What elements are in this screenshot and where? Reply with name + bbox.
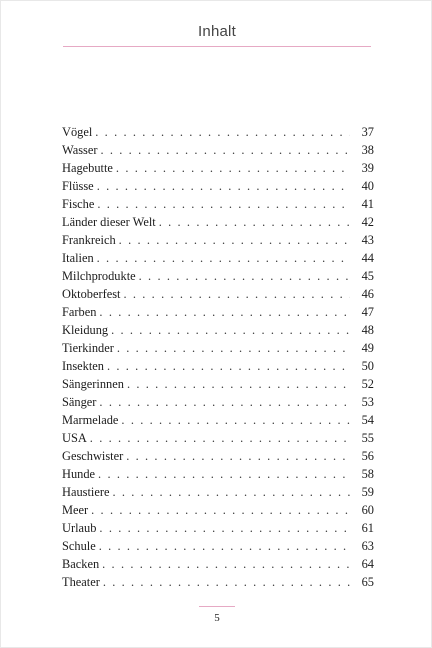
toc-entry-label: Hunde [62,467,96,481]
dot-leader [91,501,350,519]
toc-entry [62,519,374,537]
toc-entry [62,375,374,393]
dot-leader [98,465,350,483]
footer-divider [199,606,235,607]
table-of-contents [62,123,374,591]
toc-entry [62,177,374,195]
toc-entry [62,213,374,231]
toc-entry-page: 64 [361,557,374,571]
toc-entry-label: Hagebutte [62,161,113,175]
toc-entry-label: Vögel [62,125,93,139]
toc-entry-page: 53 [361,395,374,409]
toc-entry [62,195,374,213]
toc-entry-page: 54 [361,413,374,427]
toc-entry-label: Länder dieser Welt [62,215,156,229]
toc-entry [62,555,374,573]
toc-entry-label: Flüsse [62,179,94,193]
dot-leader [99,303,350,321]
toc-entry [62,285,374,303]
dot-leader [127,375,350,393]
dot-leader [102,555,350,573]
toc-entry-label: Haustiere [62,485,110,499]
toc-entry-page: 47 [361,305,374,319]
dot-leader [97,249,350,267]
title-divider [63,46,371,47]
toc-entry [62,573,374,591]
toc-entry [62,537,374,555]
toc-entry [62,159,374,177]
dot-leader [126,447,350,465]
toc-entry-page: 42 [361,215,374,229]
dot-leader [99,519,350,537]
toc-entry-page: 52 [361,377,374,391]
toc-entry [62,267,374,285]
dot-leader [112,483,350,501]
toc-entry [62,123,374,141]
toc-entry-page: 43 [361,233,374,247]
toc-entry [62,141,374,159]
toc-entry-page: 39 [361,161,374,175]
dot-leader [99,537,350,555]
toc-entry [62,321,374,339]
dot-leader [95,123,350,141]
toc-entry-label: Italien [62,251,94,265]
dot-leader [90,429,350,447]
toc-entry-label: Marmelade [62,413,119,427]
toc-entry-page: 59 [361,485,374,499]
dot-leader [159,213,350,231]
toc-entry-page: 41 [361,197,374,211]
toc-entry-label: Sänger [62,395,97,409]
toc-entry [62,465,374,483]
page-title: Inhalt [198,23,236,40]
toc-entry-page: 58 [361,467,374,481]
toc-entry [62,483,374,501]
dot-leader [119,231,350,249]
toc-entry-label: Kleidung [62,323,109,337]
toc-entry [62,249,374,267]
toc-entry-page: 65 [361,575,374,589]
dot-leader [103,573,350,591]
dot-leader [100,141,350,159]
toc-entry-page: 46 [361,287,374,301]
toc-entry-label: Farben [62,305,97,319]
toc-entry-page: 60 [361,503,374,517]
dot-leader [99,393,350,411]
toc-entry-label: USA [62,431,87,445]
toc-entry-label: Oktoberfest [62,287,121,301]
toc-entry [62,411,374,429]
toc-entry [62,303,374,321]
toc-entry-page: 48 [361,323,374,337]
toc-entry-label: Backen [62,557,100,571]
dot-leader [139,267,350,285]
toc-entry-page: 63 [361,539,374,553]
toc-entry [62,231,374,249]
toc-entry-page: 56 [361,449,374,463]
toc-entry-label: Wasser [62,143,98,157]
toc-entry-page: 38 [361,143,374,157]
toc-entry-label: Urlaub [62,521,97,535]
toc-entry-label: Meer [62,503,89,517]
dot-leader [97,195,350,213]
toc-entry [62,447,374,465]
toc-entry-label: Frankreich [62,233,116,247]
toc-entry-label: Theater [62,575,100,589]
toc-entry-label: Sängerinnen [62,377,124,391]
dot-leader [97,177,350,195]
toc-entry [62,429,374,447]
toc-entry-page: 61 [361,521,374,535]
toc-entry-page: 49 [361,341,374,355]
page-number: 5 [214,612,220,624]
toc-entry-label: Milchprodukte [62,269,136,283]
toc-entry-page: 37 [361,125,374,139]
toc-entry-label: Schule [62,539,96,553]
dot-leader [107,357,350,375]
dot-leader [117,339,350,357]
dot-leader [121,411,350,429]
toc-entry [62,501,374,519]
toc-entry-page: 55 [361,431,374,445]
toc-entry [62,357,374,375]
dot-leader [111,321,350,339]
toc-entry-label: Fische [62,197,95,211]
dot-leader [116,159,350,177]
toc-entry-label: Insekten [62,359,104,373]
toc-entry-page: 45 [361,269,374,283]
toc-entry-label: Tierkinder [62,341,114,355]
toc-entry-page: 40 [361,179,374,193]
toc-entry-page: 50 [361,359,374,373]
dot-leader [124,285,351,303]
toc-entry-label: Geschwister [62,449,124,463]
toc-entry [62,393,374,411]
toc-entry [62,339,374,357]
toc-entry-page: 44 [361,251,374,265]
